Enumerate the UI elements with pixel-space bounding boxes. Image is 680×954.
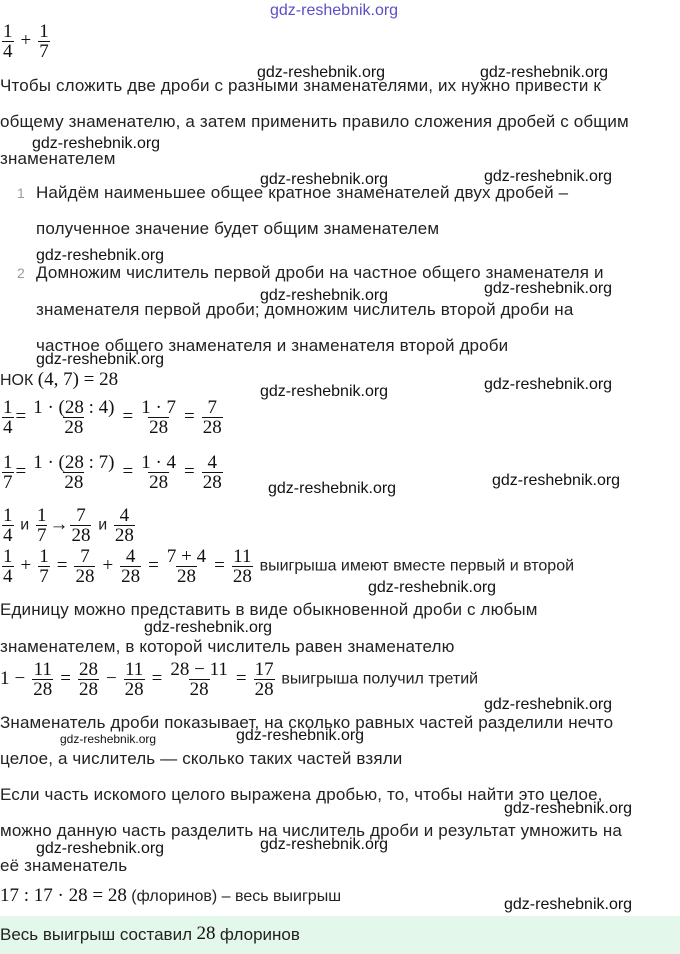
watermark: gdz-reshebnik.org [260,287,389,304]
intro-line-3: знаменателем [0,149,116,168]
watermark: gdz-reshebnik.org [268,480,397,497]
difference-tail: выигрыша получил третий [281,670,479,688]
conversion-1: $\frac{1}{4}$ = $\frac{1 \cdot (28 : 4)}{28}$ = $\frac{1 \cdot 7}{28}$ = $\frac{7}{28}$ [3,397,222,438]
step-2-line-2: знаменателя первой дроби; домножим числитель второй дроби на [36,300,574,319]
watermark: gdz-reshebnik.org [484,168,613,185]
watermark: gdz-reshebnik.org [257,64,386,81]
unit-line-2: знаменателем, в которой числитель равен знаменателю [0,637,455,656]
watermark: gdz-reshebnik.org [504,800,633,817]
intro-line-2: общему знаменателю, а затем применить правило сложения дробей с общим [0,112,629,131]
fraction-pair: $\frac{1}{4}$ и $\frac{1}{7}$ → $\frac{7}{28}$ и $\frac{4}{28}$ [3,505,134,546]
watermark: gdz-reshebnik.org [144,619,273,636]
watermark: gdz-reshebnik.org [484,280,613,297]
watermark: gdz-reshebnik.org [484,696,613,713]
watermark: gdz-reshebnik.org [480,64,609,81]
part-line-3: её знаменатель [0,856,128,875]
watermark: gdz-reshebnik.org [260,383,389,400]
step-2-line-3: частное общего знаменателя и знаменателя второй дроби [36,336,509,355]
watermark: gdz-reshebnik.org [36,351,165,368]
step-1-line-2: полученное значение будет общим знаменателем [36,219,440,238]
watermark: gdz-reshebnik.org [368,579,497,596]
conversion-2: $\frac{1}{7}$ = $\frac{1 \cdot (28 : 7)}{28}$ = $\frac{1 \cdot 4}{28}$ = $\frac{4}{28}$ [3,452,222,493]
watermark: gdz-reshebnik.org [36,840,165,857]
step-1-line-1: Найдём наименьшее общее кратное знаменателей двух дробей – [36,183,569,202]
step-number: 2 [17,265,25,281]
lcm-label: НОК [0,371,34,389]
unit-line-1: Единицу можно представить в виде обыкновенной дроби с любым [0,600,538,619]
total-calculation: 17 : 17 · 28 = 28 (флоринов) – весь выигрыш [0,885,342,906]
watermark-top: gdz-reshebnik.org [270,2,399,19]
watermark: gdz-reshebnik.org [492,472,621,489]
watermark: gdz-reshebnik.org [484,376,613,393]
step-number: 1 [17,185,25,201]
part-line-2: можно данную часть разделить на числитель дроби и результат умножить на [0,821,623,840]
watermark: gdz-reshebnik.org [260,836,389,853]
answer-line: Весь выигрыш составил 28 флоринов [0,923,300,944]
sum-line: $\frac{1}{4}$ + $\frac{1}{7}$ = $\frac{7}{28}$ + $\frac{4}{28}$ = $\frac{7 + 4}{28}$ = $\frac{11}{28}$ выигрыша имеют вместе первый и второй [3,546,575,587]
watermark: gdz-reshebnik.org [32,135,161,152]
watermark: gdz-reshebnik.org [504,896,633,913]
watermark: gdz-reshebnik.org [236,727,365,744]
lcm-line [0,369,118,391]
task-expression: $\frac{1}{4}$ + $\frac{1}{7}$ [3,21,49,62]
fraction: $\frac{1}{4}$ [3,21,13,62]
watermark: gdz-reshebnik.org [60,732,157,746]
arrow-icon: → [49,513,69,535]
lcm-expression: (4, 7) = 28 [37,369,119,390]
sum-tail: выигрыша имеют вместе первый и второй [259,557,575,575]
denominator-line-1: Знаменатель дроби показывает, на сколько равных частей разделили нечто [0,713,614,732]
difference-line: 1 − $\frac{11}{28}$ = $\frac{28}{28}$ − $\frac{11}{28}$ = $\frac{28 - 11}{28}$ = $\frac{17}{28}$ выигрыша получил третий [0,659,479,700]
watermark: gdz-reshebnik.org [260,171,389,188]
watermark: gdz-reshebnik.org [36,247,165,264]
denominator-line-2: целое, а числитель — сколько таких частей взяли [0,749,403,768]
intro-line-1: Чтобы сложить две дроби с разными знаменателями, их нужно привести к [0,76,601,95]
part-line-1: Если часть искомого целого выражена дробью, то, чтобы найти это целое, [0,785,603,804]
step-2-line-1: Домножим числитель первой дроби на частное общего знаменателя и [36,263,604,282]
fraction: $\frac{1}{7}$ [39,21,49,62]
